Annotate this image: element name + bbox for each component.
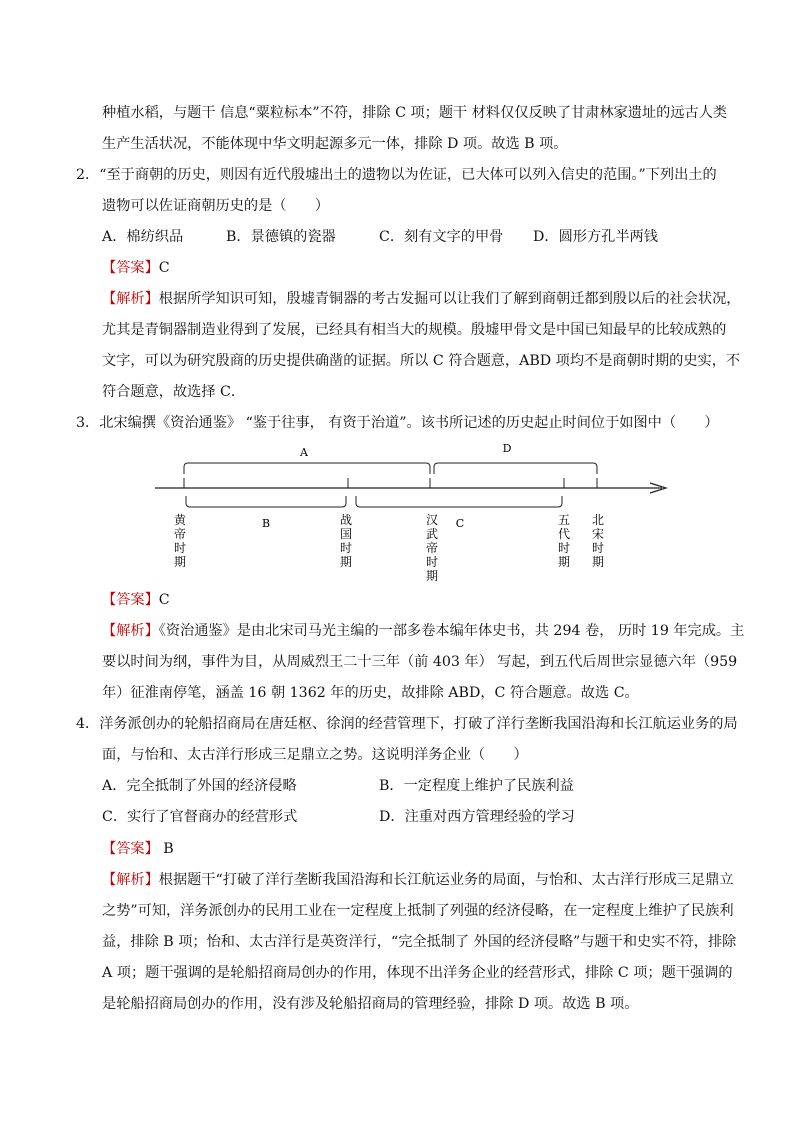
period-beisong-4: 期 [591, 555, 605, 569]
period-hanwudi-3: 帝 [425, 541, 439, 555]
q4-analysis-label: 【解析】 [102, 872, 159, 888]
q4-answer-label: 【答案】 [102, 841, 159, 857]
period-wudai-3: 时 [557, 541, 571, 555]
q2-analysis-label: 【解析】 [102, 291, 159, 307]
period-huangdi-3: 时 [173, 541, 187, 555]
label-b: B [261, 517, 271, 530]
period-beisong-1: 北 [591, 513, 605, 527]
bracket-c [356, 496, 562, 507]
timeline-figure [150, 434, 680, 584]
period-huangdi-1: 黄 [173, 513, 187, 527]
q2-analysis-line-3: 文字，可以为研究殷商的历史提供确凿的证据。所以 C 符合题意，ABD 项均不是商朝时期的史实，不 [102, 353, 741, 369]
q2-stem-line-1: 2．“至于商朝的历史，则因有近代殷墟出土的遗物以为佐证，已大体可以列入信史的范围。”下列出土的 [76, 167, 717, 183]
period-hanwudi-1: 汉 [425, 513, 439, 527]
period-beisong-3: 时 [591, 541, 605, 555]
intro-line-2: 生产生活状况，不能体现中华文明起源多元一体，排除 D 项。故选 B 项。 [102, 136, 568, 152]
q3-analysis-text-1: 《资治通鉴》是由北宋司马光主编的一部多卷本编年体史书，共 294 卷， 历时 19 年完成。主 [158, 623, 745, 639]
period-wudai-4: 期 [557, 555, 571, 569]
period-zhanguo-3: 时 [339, 541, 353, 555]
q4-analysis-line-2: 之势”可知，洋务派创办的民用工业在一定程度上抵制了列强的经济侵略，在一定程度上维护了民族利 [102, 903, 734, 919]
q2-analysis-text-1: 根据所学知识可知，殷墟青铜器的考古发掘可以让我们了解到商朝迁都到殷以后的社会状况， [158, 291, 741, 307]
q2-option-c: C．刻有文字的甲骨 [379, 229, 504, 245]
label-a: A [300, 446, 308, 459]
q2-option-d: D．圆形方孔半两钱 [533, 229, 658, 245]
q4-analysis-line-5: 是轮船招商局创办的作用，没有涉及轮船招商局的管理经验，排除 D 项。故选 B 项。 [102, 996, 639, 1012]
q4-option-b: B．一定程度上维护了民族利益 [379, 778, 574, 794]
q3-analysis-line-1 [102, 621, 744, 641]
q4-analysis-line-1 [102, 870, 734, 890]
q4-option-d: D．注重对西方管理经验的学习 [379, 809, 575, 825]
q4-answer-value: B [158, 841, 174, 857]
q3-answer [102, 590, 170, 610]
period-hanwudi-2: 武 [425, 527, 439, 541]
q4-stem-line-1: 4．洋务派创办的轮船招商局在唐廷枢、徐润的经营管理下，打破了洋行垄断我国沿海和长江航运业务的局 [76, 716, 738, 732]
q2-analysis-line-1 [102, 289, 740, 309]
q4-analysis-line-3: 益，排除 B 项；怡和、太古洋行是英资洋行，“完全抵制了 外国的经济侵略”与题干和史实不符，排除 [102, 934, 737, 950]
q2-answer-value: C [158, 260, 170, 276]
period-huangdi-4: 期 [173, 555, 187, 569]
bracket-d [434, 463, 597, 474]
q3-analysis-label: 【解析】 [102, 623, 159, 639]
q2-answer [102, 258, 170, 278]
q2-stem-line-2: 遗物可以佐证商朝历史的是（ ） [102, 198, 330, 214]
q3-answer-value: C [158, 592, 170, 608]
period-huangdi-2: 帝 [173, 527, 187, 541]
q4-option-c: C．实行了官督商办的经营形式 [102, 809, 298, 825]
q4-stem-line-2: 面，与怡和、太古洋行形成三足鼎立之势。这说明洋务企业（ ） [102, 747, 528, 763]
q3-analysis-line-2: 要以时间为纲，事件为目，从周威烈王二十三年（前 403 年） 写起，到五代后周世宗显德六年（959 [102, 654, 738, 670]
q4-analysis-line-4: A 项；题干强调的是轮船招商局创办的作用，体现不出洋务企业的经营形式，排除 C 项；题干强调的 [102, 965, 733, 981]
period-zhanguo-2: 国 [339, 527, 353, 541]
q2-option-a: A．棉纺织品 [102, 229, 184, 245]
intro-line-1: 种植水稻，与题干 信息“粟粒标本”不符，排除 C 项；题干 材料仅仅反映了甘肃林家遗址的远古人类 [102, 105, 728, 121]
bracket-b [186, 496, 346, 507]
period-zhanguo-4: 期 [339, 555, 353, 569]
q3-analysis-line-3: 年）征淮南停笔，涵盖 16 朝 1362 年的历史，故排除 ABD，C 符合题意。故选 C。 [102, 685, 639, 701]
q3-answer-label: 【答案】 [102, 592, 159, 608]
q2-answer-label: 【答案】 [102, 260, 159, 276]
period-beisong-2: 宋 [591, 527, 605, 541]
timeline-svg [150, 434, 680, 584]
period-zhanguo-1: 战 [339, 513, 353, 527]
q2-analysis-line-2: 尤其是青铜器制造业得到了发展，已经具有相当大的规模。殷墟甲骨文是中国已知最早的比较成熟的 [102, 322, 727, 338]
q2-option-b: B．景德镇的瓷器 [226, 229, 336, 245]
q3-stem: 3．北宋编撰《资治通鉴》 “鉴于往事， 有资于治道”。该书所记述的历史起止时间位于如图中（ ） [76, 415, 719, 431]
q2-analysis-line-4: 符合题意，故选择 C． [102, 384, 246, 400]
label-d: D [502, 442, 512, 455]
period-hanwudi-5: 期 [425, 569, 439, 583]
q4-answer [102, 839, 174, 859]
q4-analysis-text-1: 根据题干“打破了洋行垄断我国沿海和长江航运业务的局面，与怡和、太古洋行形成三足鼎立 [158, 872, 734, 888]
period-wudai-2: 代 [557, 527, 571, 541]
period-hanwudi-4: 时 [425, 555, 439, 569]
label-c: C [455, 517, 465, 530]
q4-option-a: A．完全抵制了外国的经济侵略 [102, 778, 297, 794]
period-wudai-1: 五 [557, 513, 571, 527]
bracket-a [184, 463, 430, 474]
